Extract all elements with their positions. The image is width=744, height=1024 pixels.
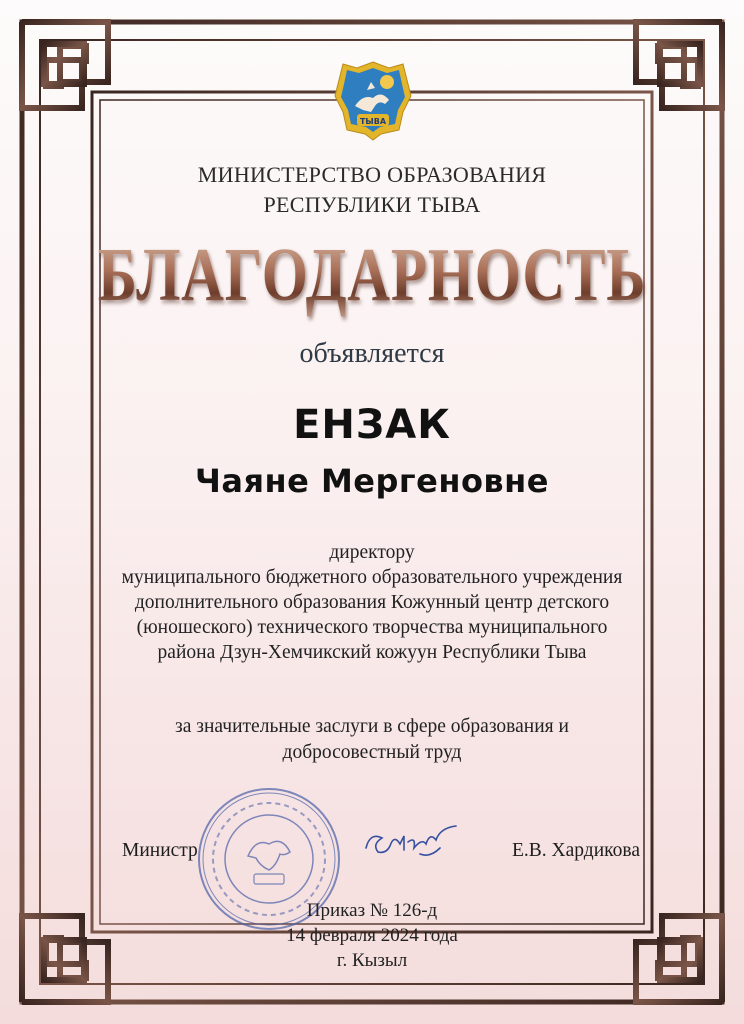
announced-text: объявляется (299, 338, 445, 369)
signatory-name: Е.В. Хардикова (512, 840, 640, 861)
recipient-position (0, 540, 744, 665)
award-reason (0, 714, 744, 766)
position-line-1: директору (329, 542, 415, 563)
recipient-name: Чаяне Мергеновне (195, 462, 549, 500)
position-line-2: муниципального бюджетного образовательного учреждения (121, 567, 623, 588)
position-line-5: района Дзун-Хемчикский кожуун Республики Тыва (157, 642, 587, 663)
ministry-line-1: МИНИСТЕРСТВО ОБРАЗОВАНИЯ (197, 162, 547, 187)
ministry-heading (0, 160, 744, 220)
tyva-emblem-icon (333, 60, 413, 142)
document-title: БЛАГОДАРНОСТЬ (82, 232, 662, 319)
ministry-line-2: РЕСПУБЛИКИ ТЫВА (263, 192, 481, 217)
reason-line-1: за значительные заслуги в сфере образования и (175, 716, 569, 737)
emblem-caption: ТЫВА (359, 117, 387, 126)
recipient-surname: ЕНЗАК (293, 402, 451, 448)
reason-line-2: добросовестный труд (282, 742, 462, 763)
signature-icon (360, 818, 460, 864)
order-city: г. Кызыл (336, 950, 408, 971)
order-date: 14 февраля 2024 года (286, 925, 458, 946)
signatory-title: Министр (122, 840, 198, 861)
order-number: Приказ № 126-д (306, 900, 438, 921)
position-line-3: дополнительного образования Кожунный центр детского (134, 592, 610, 613)
order-details (0, 898, 744, 973)
position-line-4: (юношеского) технического творчества муниципального (136, 617, 608, 638)
